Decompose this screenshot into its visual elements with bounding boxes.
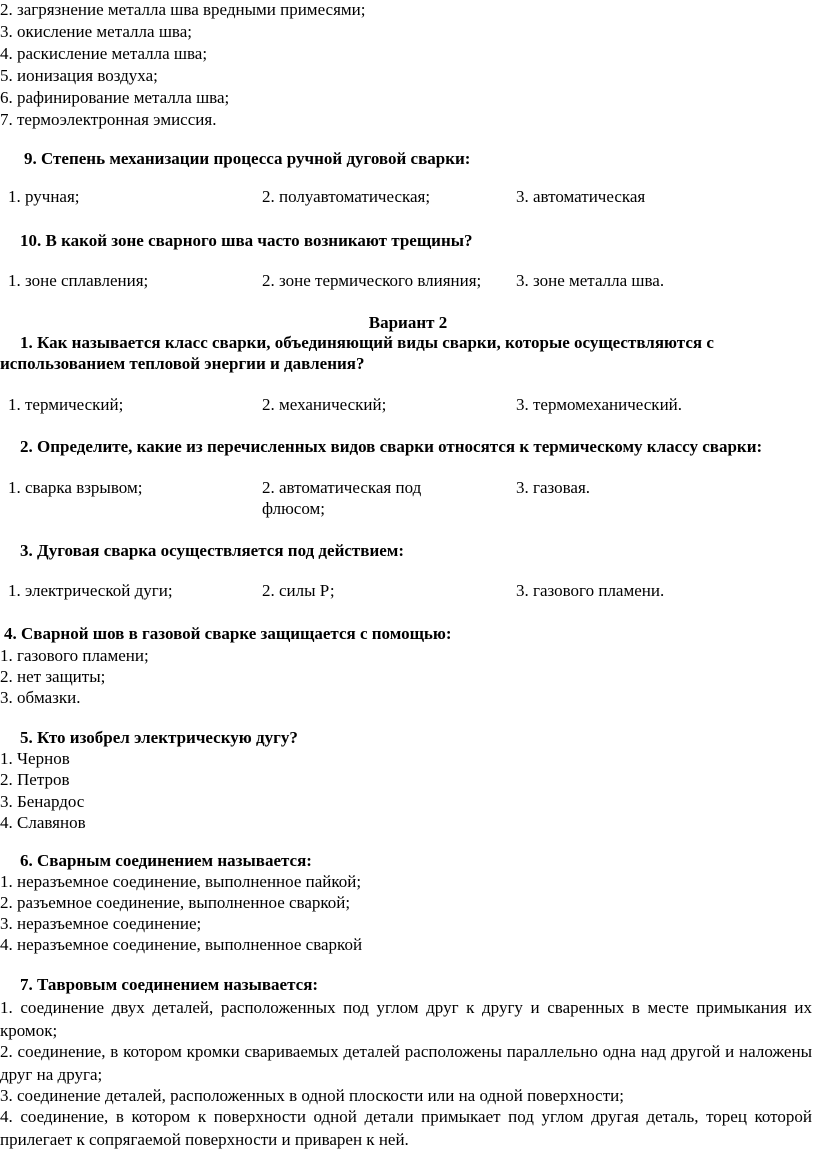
list-item: 1. Чернов	[0, 749, 70, 768]
list-item: 1. соединение двух деталей, расположенных под углом друг к другу и сваренных в месте примыкания их кромок;	[0, 998, 812, 1040]
question-heading: 6. Сварным соединением называется:	[20, 851, 312, 870]
list-item: 5. ионизация воздуха;	[0, 66, 158, 85]
answer-option: 3. зоне металла шва.	[516, 271, 665, 290]
list-item: 4. Славянов	[0, 813, 86, 832]
answer-option: 2. полуавтоматическая;	[262, 187, 431, 206]
list-item: 2. соединение, в котором кромки свариваемых деталей расположены параллельно одна над другой и наложены друг на друга;	[0, 1042, 812, 1084]
answer-option: 3. автоматическая	[516, 187, 646, 206]
question-heading: 4. Сварной шов в газовой сварке защищается с помощью:	[4, 624, 452, 643]
list-item: 1. газового пламени;	[0, 646, 149, 665]
list-item: 6. рафинирование металла шва;	[0, 88, 230, 107]
question-heading: 10. В какой зоне сварного шва часто возникают трещины?	[20, 231, 473, 250]
list-item: 3. Бенардос	[0, 792, 85, 811]
list-item: 3. обмазки.	[0, 688, 81, 707]
answer-option: 1. ручная;	[8, 187, 80, 206]
answer-option: 3. газовая.	[516, 478, 591, 497]
answer-option: 2. зоне термического влияния;	[262, 271, 482, 290]
list-item: 7. термоэлектронная эмиссия.	[0, 110, 217, 129]
answer-option: 3. термомеханический.	[516, 395, 683, 414]
question-heading: 1. Как называется класс сварки, объединяющий виды сварки, которые осуществляются с	[20, 333, 714, 352]
answer-option: 1. электрической дуги;	[8, 581, 173, 600]
list-item: 3. окисление металла шва;	[0, 22, 192, 41]
answer-option: 1. зоне сплавления;	[8, 271, 149, 290]
list-item: 4. соединение, в котором к поверхности одной детали примыкает под углом другая деталь, торец которой прилегает к сопрягаемой поверхности и приварен к ней.	[0, 1107, 812, 1149]
question-heading: 2. Определите, какие из перечисленных видов сварки относятся к термическому классу сварки:	[20, 437, 763, 456]
question-heading: 5. Кто изобрел электрическую дугу?	[20, 728, 298, 747]
list-item: 2. загрязнение металла шва вредными примесями;	[0, 0, 366, 19]
list-item: 4. раскисление металла шва;	[0, 44, 208, 63]
variant-title: Вариант 2	[368, 313, 448, 332]
answer-option: 2. автоматическая под	[262, 478, 422, 497]
answer-option: 2. силы Р;	[262, 581, 335, 600]
list-item: 4. неразъемное соединение, выполненное сваркой	[0, 935, 363, 954]
list-item: 2. нет защиты;	[0, 667, 106, 686]
answer-option-continued: флюсом;	[262, 499, 325, 518]
question-heading-continued: использованием тепловой энергии и давления?	[0, 354, 365, 373]
answer-option: 1. термический;	[8, 395, 124, 414]
question-heading: 3. Дуговая сварка осуществляется под действием:	[20, 541, 405, 560]
answer-option: 1. сварка взрывом;	[8, 478, 143, 497]
question-heading: 7. Тавровым соединением называется:	[20, 975, 319, 994]
list-item: 2. Петров	[0, 770, 70, 789]
answer-option: 3. газового пламени.	[516, 581, 665, 600]
list-item: 3. неразъемное соединение;	[0, 914, 202, 933]
answer-option: 2. механический;	[262, 395, 387, 414]
list-item: 3. соединение деталей, расположенных в одной плоскости или на одной поверхности;	[0, 1086, 624, 1105]
list-item: 2. разъемное соединение, выполненное сваркой;	[0, 893, 351, 912]
question-heading: 9. Степень механизации процесса ручной дуговой сварки:	[24, 149, 471, 168]
list-item: 1. неразъемное соединение, выполненное пайкой;	[0, 872, 362, 891]
